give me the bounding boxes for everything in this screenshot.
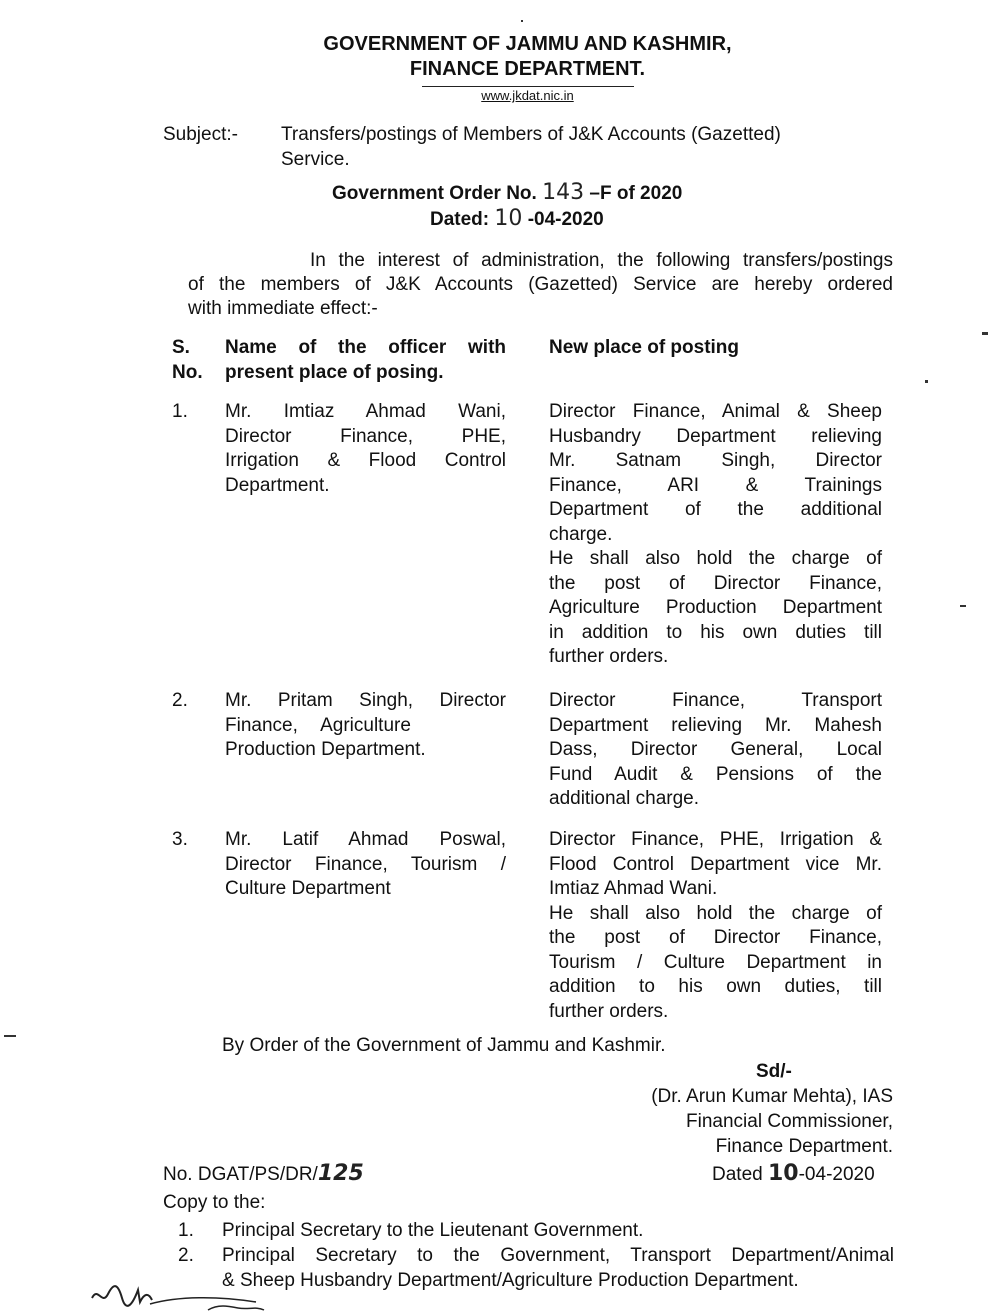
- website-link[interactable]: www.jkdat.nic.in: [481, 88, 574, 103]
- row1-posting-line: Agriculture Production Department: [549, 597, 882, 618]
- col-header-officer-line1: Name of the officer with: [225, 337, 506, 358]
- reference-number-prefix: No. DGAT/PS/DR/: [163, 1164, 318, 1185]
- row2-officer: [225, 689, 506, 763]
- row2-posting: [549, 689, 882, 812]
- row3-officer-line: Culture Department: [225, 878, 391, 899]
- subject-line1: Transfers/postings of Members of J&K Accounts (Gazetted): [281, 124, 781, 145]
- row1-officer: [225, 400, 506, 498]
- subject-line2: Service.: [281, 149, 350, 170]
- order-dated-label: Dated:: [430, 209, 490, 230]
- scan-speck: [925, 380, 928, 383]
- order-number-prefix: Government Order No.: [332, 183, 537, 204]
- row2-posting-line: Fund Audit & Pensions of the: [549, 763, 882, 785]
- reference-number-handwritten: 125: [317, 1161, 364, 1186]
- signatory-designation: Financial Commissioner,: [686, 1111, 893, 1132]
- reference-date: [712, 1162, 875, 1188]
- row1-posting-line: Finance, ARI & Trainings: [549, 474, 882, 496]
- row1-officer-line: Department.: [225, 474, 330, 496]
- reference-dated-handwritten: 10: [767, 1161, 799, 1186]
- row2-officer-line: Finance, Agriculture: [225, 714, 411, 736]
- reference-dated-label: Dated: [712, 1164, 763, 1185]
- copy-item-text: Principal Secretary to the Lieutenant Government.: [222, 1220, 644, 1241]
- copy-item-line: Principal Secretary to the Government, Transport Department/Animal: [222, 1245, 894, 1266]
- copy-item-line: & Sheep Husbandry Department/Agriculture Production Department.: [222, 1269, 799, 1291]
- row2-posting-line: additional charge.: [549, 788, 699, 809]
- row2-officer-line: Mr. Pritam Singh, Director: [225, 690, 506, 711]
- row1-posting-line: Department of the additional: [549, 499, 882, 520]
- row1-posting: [549, 400, 882, 670]
- order-number: [332, 180, 682, 205]
- copy-item-number: 2.: [178, 1245, 194, 1266]
- order-number-handwritten: 143: [542, 180, 585, 205]
- row3-posting-line: Imtiaz Ahmad Wani.: [549, 878, 718, 899]
- scan-speck: [960, 605, 966, 607]
- row3-officer: [225, 828, 506, 902]
- row1-officer-line: Mr. Imtiaz Ahmad Wani,: [225, 401, 506, 422]
- row2-officer-line: Production Department.: [225, 739, 426, 760]
- row1-officer-line: Director Finance, PHE,: [225, 425, 506, 447]
- row2-posting-line: Director Finance, Transport: [549, 690, 882, 711]
- copy-to-label: Copy to the:: [163, 1192, 266, 1213]
- row3-posting-line: Flood Control Department vice Mr.: [549, 853, 882, 875]
- row3-officer-line: Director Finance, Tourism /: [225, 853, 506, 875]
- row3-sno: 3.: [172, 829, 188, 850]
- order-dated-suffix: -04-2020: [527, 209, 604, 230]
- scan-speck: [4, 1035, 16, 1037]
- row1-sno: 1.: [172, 401, 188, 422]
- row3-posting-line: the post of Director Finance,: [549, 927, 882, 948]
- row1-posting-line: charge.: [549, 523, 613, 545]
- row3-posting: [549, 828, 882, 1024]
- intro-line2: of the members of J&K Accounts (Gazetted) Service are hereby ordered: [188, 274, 893, 295]
- row2-posting-line: Dass, Director General, Local: [549, 739, 882, 760]
- row1-posting-line: He shall also hold the charge of: [549, 548, 882, 569]
- signatory-department: Finance Department.: [715, 1136, 893, 1157]
- reference-number: [163, 1162, 364, 1188]
- header-line1: GOVERNMENT OF JAMMU AND KASHMIR,: [323, 33, 732, 55]
- signatory-name: (Dr. Arun Kumar Mehta), IAS: [651, 1086, 893, 1107]
- subject-label: Subject:-: [163, 124, 238, 145]
- row3-posting-line: Director Finance, PHE, Irrigation &: [549, 829, 882, 850]
- scan-speck: [982, 332, 988, 335]
- row3-posting-line: further orders.: [549, 1000, 669, 1022]
- col-header-officer: [225, 336, 506, 385]
- intro-line3: with immediate effect:-: [188, 298, 378, 319]
- row1-posting-line: Husbandry Department relieving: [549, 425, 882, 447]
- row2-sno: 2.: [172, 690, 188, 711]
- row2-posting-line: Department relieving Mr. Mahesh: [549, 714, 882, 736]
- by-order-line: By Order of the Government of Jammu and Kashmir.: [222, 1035, 666, 1056]
- col-header-officer-line2: present place of posing.: [225, 361, 444, 383]
- copy-item-number: 1.: [178, 1220, 194, 1241]
- order-number-suffix: –F of 2020: [589, 183, 683, 204]
- header-line2: FINANCE DEPARTMENT.: [409, 58, 646, 80]
- row3-posting-line: Tourism / Culture Department in: [549, 951, 882, 973]
- handwritten-initials-icon: [88, 1276, 278, 1314]
- sd-mark: Sd/-: [756, 1061, 792, 1082]
- col-header-sno: [172, 336, 203, 385]
- row3-posting-line: addition to his own duties, till: [549, 976, 882, 997]
- row1-posting-line: the post of Director Finance,: [549, 572, 882, 594]
- copy-item-text: [222, 1244, 894, 1293]
- scan-speck: [521, 20, 523, 22]
- header-underline: [422, 86, 634, 87]
- row1-officer-line: Irrigation & Flood Control: [225, 450, 506, 471]
- col-header-sno-line1: S.: [172, 337, 190, 358]
- row3-posting-line: He shall also hold the charge of: [549, 902, 882, 924]
- reference-dated-suffix: -04-2020: [798, 1164, 875, 1185]
- row1-posting-line: Director Finance, Animal & Sheep: [549, 401, 882, 422]
- col-header-posting: New place of posting: [549, 337, 740, 358]
- order-dated-handwritten: 10: [494, 206, 523, 231]
- row1-posting-line: in addition to his own duties till: [549, 621, 882, 643]
- row1-posting-line: Mr. Satnam Singh, Director: [549, 450, 882, 471]
- order-date: [430, 206, 604, 231]
- intro-line1: In the interest of administration, the following transfers/postings: [310, 250, 893, 271]
- row1-posting-line: further orders.: [549, 646, 669, 667]
- col-header-sno-line2: No.: [172, 361, 203, 383]
- row3-officer-line: Mr. Latif Ahmad Poswal,: [225, 829, 506, 850]
